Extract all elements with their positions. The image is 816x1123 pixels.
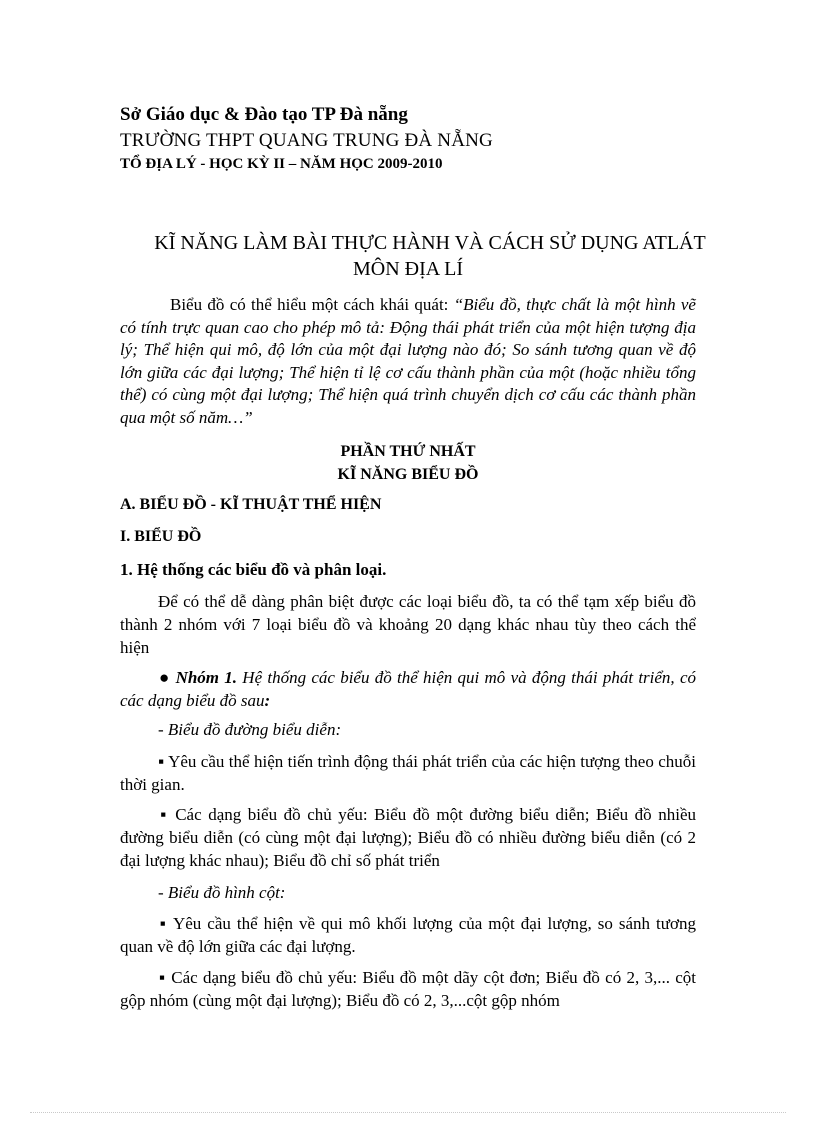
section-i-heading: I. BIỂU ĐỒ bbox=[120, 528, 202, 545]
document-title-line2: MÔN ĐỊA LÍ bbox=[353, 258, 463, 280]
classification-text: Để có thể dễ dàng phân biệt được các loại biểu đồ, ta có thể tạm xếp biểu đồ thành 2 nhóm với 7 loại biểu đồ và khoảng 20 dạng khác nhau tùy theo cách thể hiện bbox=[120, 592, 696, 657]
bullet-icon: ● bbox=[158, 668, 171, 687]
line-chart-label: - Biểu đồ đường biểu diễn: bbox=[158, 720, 342, 739]
document-title-line1: KĨ NĂNG LÀM BÀI THỰC HÀNH VÀ CÁCH SỬ DỤNG ATLÁT bbox=[154, 232, 706, 254]
page-bottom-divider bbox=[30, 1112, 786, 1113]
group-1-paragraph bbox=[120, 666, 696, 712]
line-chart-heading bbox=[120, 718, 696, 741]
bar-chart-label: - Biểu đồ hình cột: bbox=[158, 883, 286, 902]
bar-chart-heading bbox=[120, 881, 696, 904]
group-1-text: Hệ thống các biểu đồ thể hiện qui mô và động thái phát triển, có các dạng biểu đồ sau bbox=[120, 668, 696, 710]
intro-lead: Biểu đồ có thể hiểu một cách khái quát: bbox=[170, 295, 454, 314]
intro-quote: “Biểu đồ, thực chất là một hình vẽ có tính trực quan cao cho phép mô tả: Động thái phát triển của một hiện tượng địa lý; Thể hiện qui mô, độ lớn của một đại lượng nào đó; So sánh tương quan về độ lớn giữa các đại lượng; Thể hiện tỉ lệ cơ cấu thành phần của một (hoặc nhiều tổng thể) có cùng một đại lượng; Thể hiện quá trình chuyển dịch cơ cấu các thành phần qua một số năm…” bbox=[120, 295, 696, 427]
section-1-heading: 1. Hệ thống các biểu đồ và phân loại. bbox=[120, 560, 387, 579]
group-1-colon: : bbox=[264, 691, 271, 710]
bar-chart-requirement-text: ▪ Yêu cầu thể hiện về qui mô khối lượng của một đại lượng, so sánh tương quan về độ lớn giữa các đại lượng. bbox=[120, 914, 696, 956]
line-chart-requirement-text: ▪ Yêu cầu thể hiện tiến trình động thái phát triển của các hiện tượng theo chuỗi thời gian. bbox=[120, 752, 696, 794]
group-semester-line: TỔ ĐỊA LÝ - HỌC KỲ II – NĂM HỌC 2009-2010 bbox=[120, 156, 443, 172]
bar-chart-types-text: ▪ Các dạng biểu đồ chủ yếu: Biểu đồ một dãy cột đơn; Biểu đồ có 2, 3,... cột gộp nhóm (cùng một đại lượng); Biểu đồ có 2, 3,...cột gộp nhóm bbox=[120, 968, 696, 1010]
classification-paragraph bbox=[120, 590, 696, 659]
line-chart-types-text: ▪ Các dạng biểu đồ chủ yếu: Biểu đồ một đường biểu diễn; Biểu đồ nhiều đường biểu diễn (có cùng một đại lượng); Biểu đồ có nhiều đường biểu diễn (có 2 đại lượng khác nhau); Biểu đồ chỉ số phát triển bbox=[120, 805, 696, 870]
line-chart-requirement bbox=[120, 750, 696, 796]
bar-chart-requirement bbox=[120, 912, 696, 958]
intro-paragraph bbox=[120, 294, 696, 429]
school-name: TRƯỜNG THPT QUANG TRUNG ĐÀ NẴNG bbox=[120, 130, 493, 151]
line-chart-types bbox=[120, 803, 696, 872]
group-1-label: Nhóm 1. bbox=[175, 668, 238, 687]
part-subheading: KĨ NĂNG BIỂU ĐỒ bbox=[337, 466, 479, 483]
section-a-heading: A. BIỂU ĐỒ - KĨ THUẬT THỂ HIỆN bbox=[120, 496, 382, 513]
department-line: Sở Giáo dục & Đào tạo TP Đà nẵng bbox=[120, 104, 408, 125]
part-heading: PHẦN THỨ NHẤT bbox=[340, 443, 476, 460]
bar-chart-types bbox=[120, 966, 696, 1012]
